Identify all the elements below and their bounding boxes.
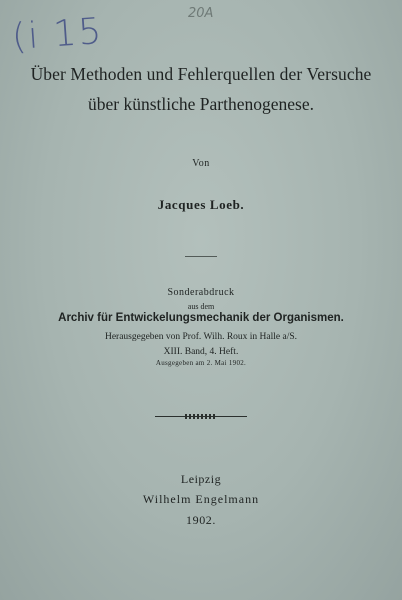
imprint-place: Leipzig bbox=[180, 472, 222, 486]
divider-rule bbox=[185, 256, 217, 257]
author-name: Jacques Loeb. bbox=[157, 197, 245, 212]
pencil-annotation: 20A bbox=[188, 6, 214, 21]
imprint-year: 1902. bbox=[186, 513, 216, 527]
byline-von: Von bbox=[192, 158, 210, 169]
journal-editor: Herausgegeben von Prof. Wilh. Roux in Halle a/S. bbox=[104, 332, 298, 342]
issue-date: Ausgegeben am 2. Mai 1902. bbox=[155, 359, 247, 367]
handwritten-shelfmark: (i 15 bbox=[10, 10, 105, 59]
journal-volume: XIII. Band, 4. Heft. bbox=[163, 347, 239, 357]
journal-title: Archiv für Entwickelungsmechanik der Organismen. bbox=[58, 312, 344, 324]
imprint-publisher: Wilhelm Engelmann bbox=[142, 492, 260, 506]
title-line-1: Über Methoden und Fehlerquellen der Versuche bbox=[30, 64, 372, 84]
offprint-label: Sonderabdruck bbox=[167, 287, 235, 298]
title-line-2: über künstliche Parthenogenese. bbox=[88, 94, 314, 114]
offprint-aus-dem: aus dem bbox=[187, 302, 215, 311]
ornamental-rule bbox=[155, 414, 247, 420]
